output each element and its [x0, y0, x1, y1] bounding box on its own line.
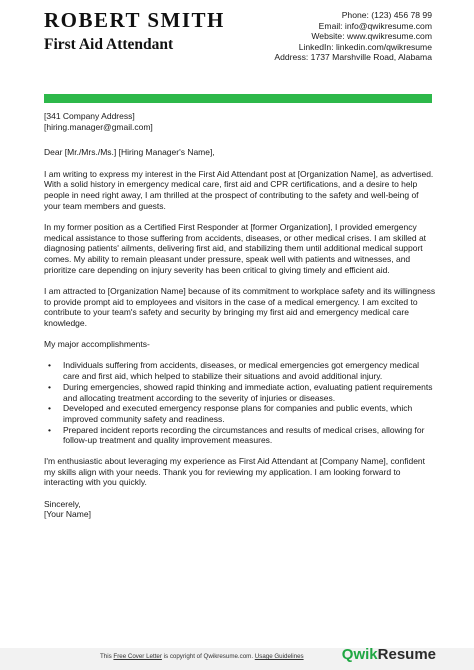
bullet-icon: • [48, 381, 51, 392]
bullet-icon: • [48, 424, 51, 435]
letter-body [44, 111, 436, 520]
contact-email: Email: info@qwikresume.com [318, 20, 432, 31]
paragraph-closing: I'm enthusiastic about leveraging my experience as First Aid Attendant at [Company Name], confident my skills align with your needs. Thank you for reviewing my application. I am looking forward to interacting with you quickly. [44, 456, 426, 488]
accent-bar [44, 94, 432, 103]
signature-name: [Your Name] [44, 509, 91, 520]
salutation: Dear [Mr./Mrs./Ms.] [Hiring Manager's Name], [44, 147, 215, 158]
paragraph-motivation: I am attracted to [Organization Name] because of its commitment to workplace safety and its willingness to provide prompt aid to employees and visitors in the case of a medical emergency. I am excited to contribute to your team's safety and security by bringing my first aid and emergency medical care knowledge. [44, 285, 436, 329]
logo-resume: Resume [377, 646, 436, 663]
list-item [44, 360, 436, 381]
bullet-icon: • [48, 403, 51, 414]
accomplishment-text: During emergencies, showed rapid thinking and immediate action, evaluating patient requirements and allocating treatment according to the severity of injuries or diseases. [63, 381, 433, 403]
list-item [44, 382, 436, 403]
list-item [44, 425, 436, 446]
applicant-name: ROBERT SMITH [44, 8, 225, 32]
signature-block [44, 499, 436, 520]
accomplishments-intro: My major accomplishments- [44, 339, 150, 350]
usage-guidelines-link[interactable]: Usage Guidelines [254, 653, 304, 660]
contact-phone: Phone: (123) 456 78 99 [341, 10, 432, 20]
footer-prefix: This [100, 653, 114, 660]
accomplishment-text: Prepared incident reports recording the circumstances and results of medical crises, allowing for follow-up treatment and quality improvement measures. [63, 424, 425, 446]
qwikresume-logo[interactable] [342, 646, 436, 663]
footer-copyright [100, 653, 304, 660]
paragraph-intro: I am writing to express my interest in the First Aid Attendant post at [Organization Name], as advertised. With a solid history in emergency medical care, first aid and CPR certifications, and a desire to help people in need right away, I am thrilled at the prospect of contributing to the safety and well-being of your team members and guests. [44, 168, 434, 211]
accomplishment-text: Developed and executed emergency response plans for companies and public events, which improved community safety and readiness. [63, 403, 413, 424]
paragraph-experience: In my former position as a Certified First Responder at [former Organization], I provided emergency medical assistance to those suffering from accidents, diseases, or other medical crises. I am skilled at diagnosing patients' ailments, delivering first aid, and stabilizing them until additional medical support comes. My ability to remain pleasant under pressure, speak well with patients and witnesses, and prioritize care depending on injury severity has been critical to giving timely and efficient aid. [44, 221, 427, 275]
recipient-email: [hiring.manager@gmail.com] [44, 121, 153, 132]
contact-block [232, 10, 432, 63]
recipient-block [44, 111, 436, 132]
free-cover-letter-link[interactable]: Free Cover Letter [113, 653, 162, 660]
accomplishments-list [44, 360, 436, 446]
list-item [44, 403, 436, 424]
contact-address: Address: 1737 Marshville Road, Alabama [274, 52, 432, 63]
contact-linkedin: LinkedIn: linkedin.com/qwikresume [298, 41, 432, 52]
accomplishment-text: Individuals suffering from accidents, diseases, or medical emergencies got emergency medical care and first aid, which helped to stabilize their situations and avoid additional injury. [63, 360, 420, 382]
footer-middle: is copyright of Qwikresume.com. [161, 653, 255, 660]
sign-off: Sincerely, [44, 498, 81, 509]
recipient-address: [341 Company Address] [44, 111, 135, 121]
contact-website: Website: www.qwikresume.com [311, 31, 432, 42]
logo-qwik: Qwik [341, 646, 378, 663]
bullet-icon: • [48, 360, 51, 371]
job-title: First Aid Attendant [44, 36, 174, 53]
